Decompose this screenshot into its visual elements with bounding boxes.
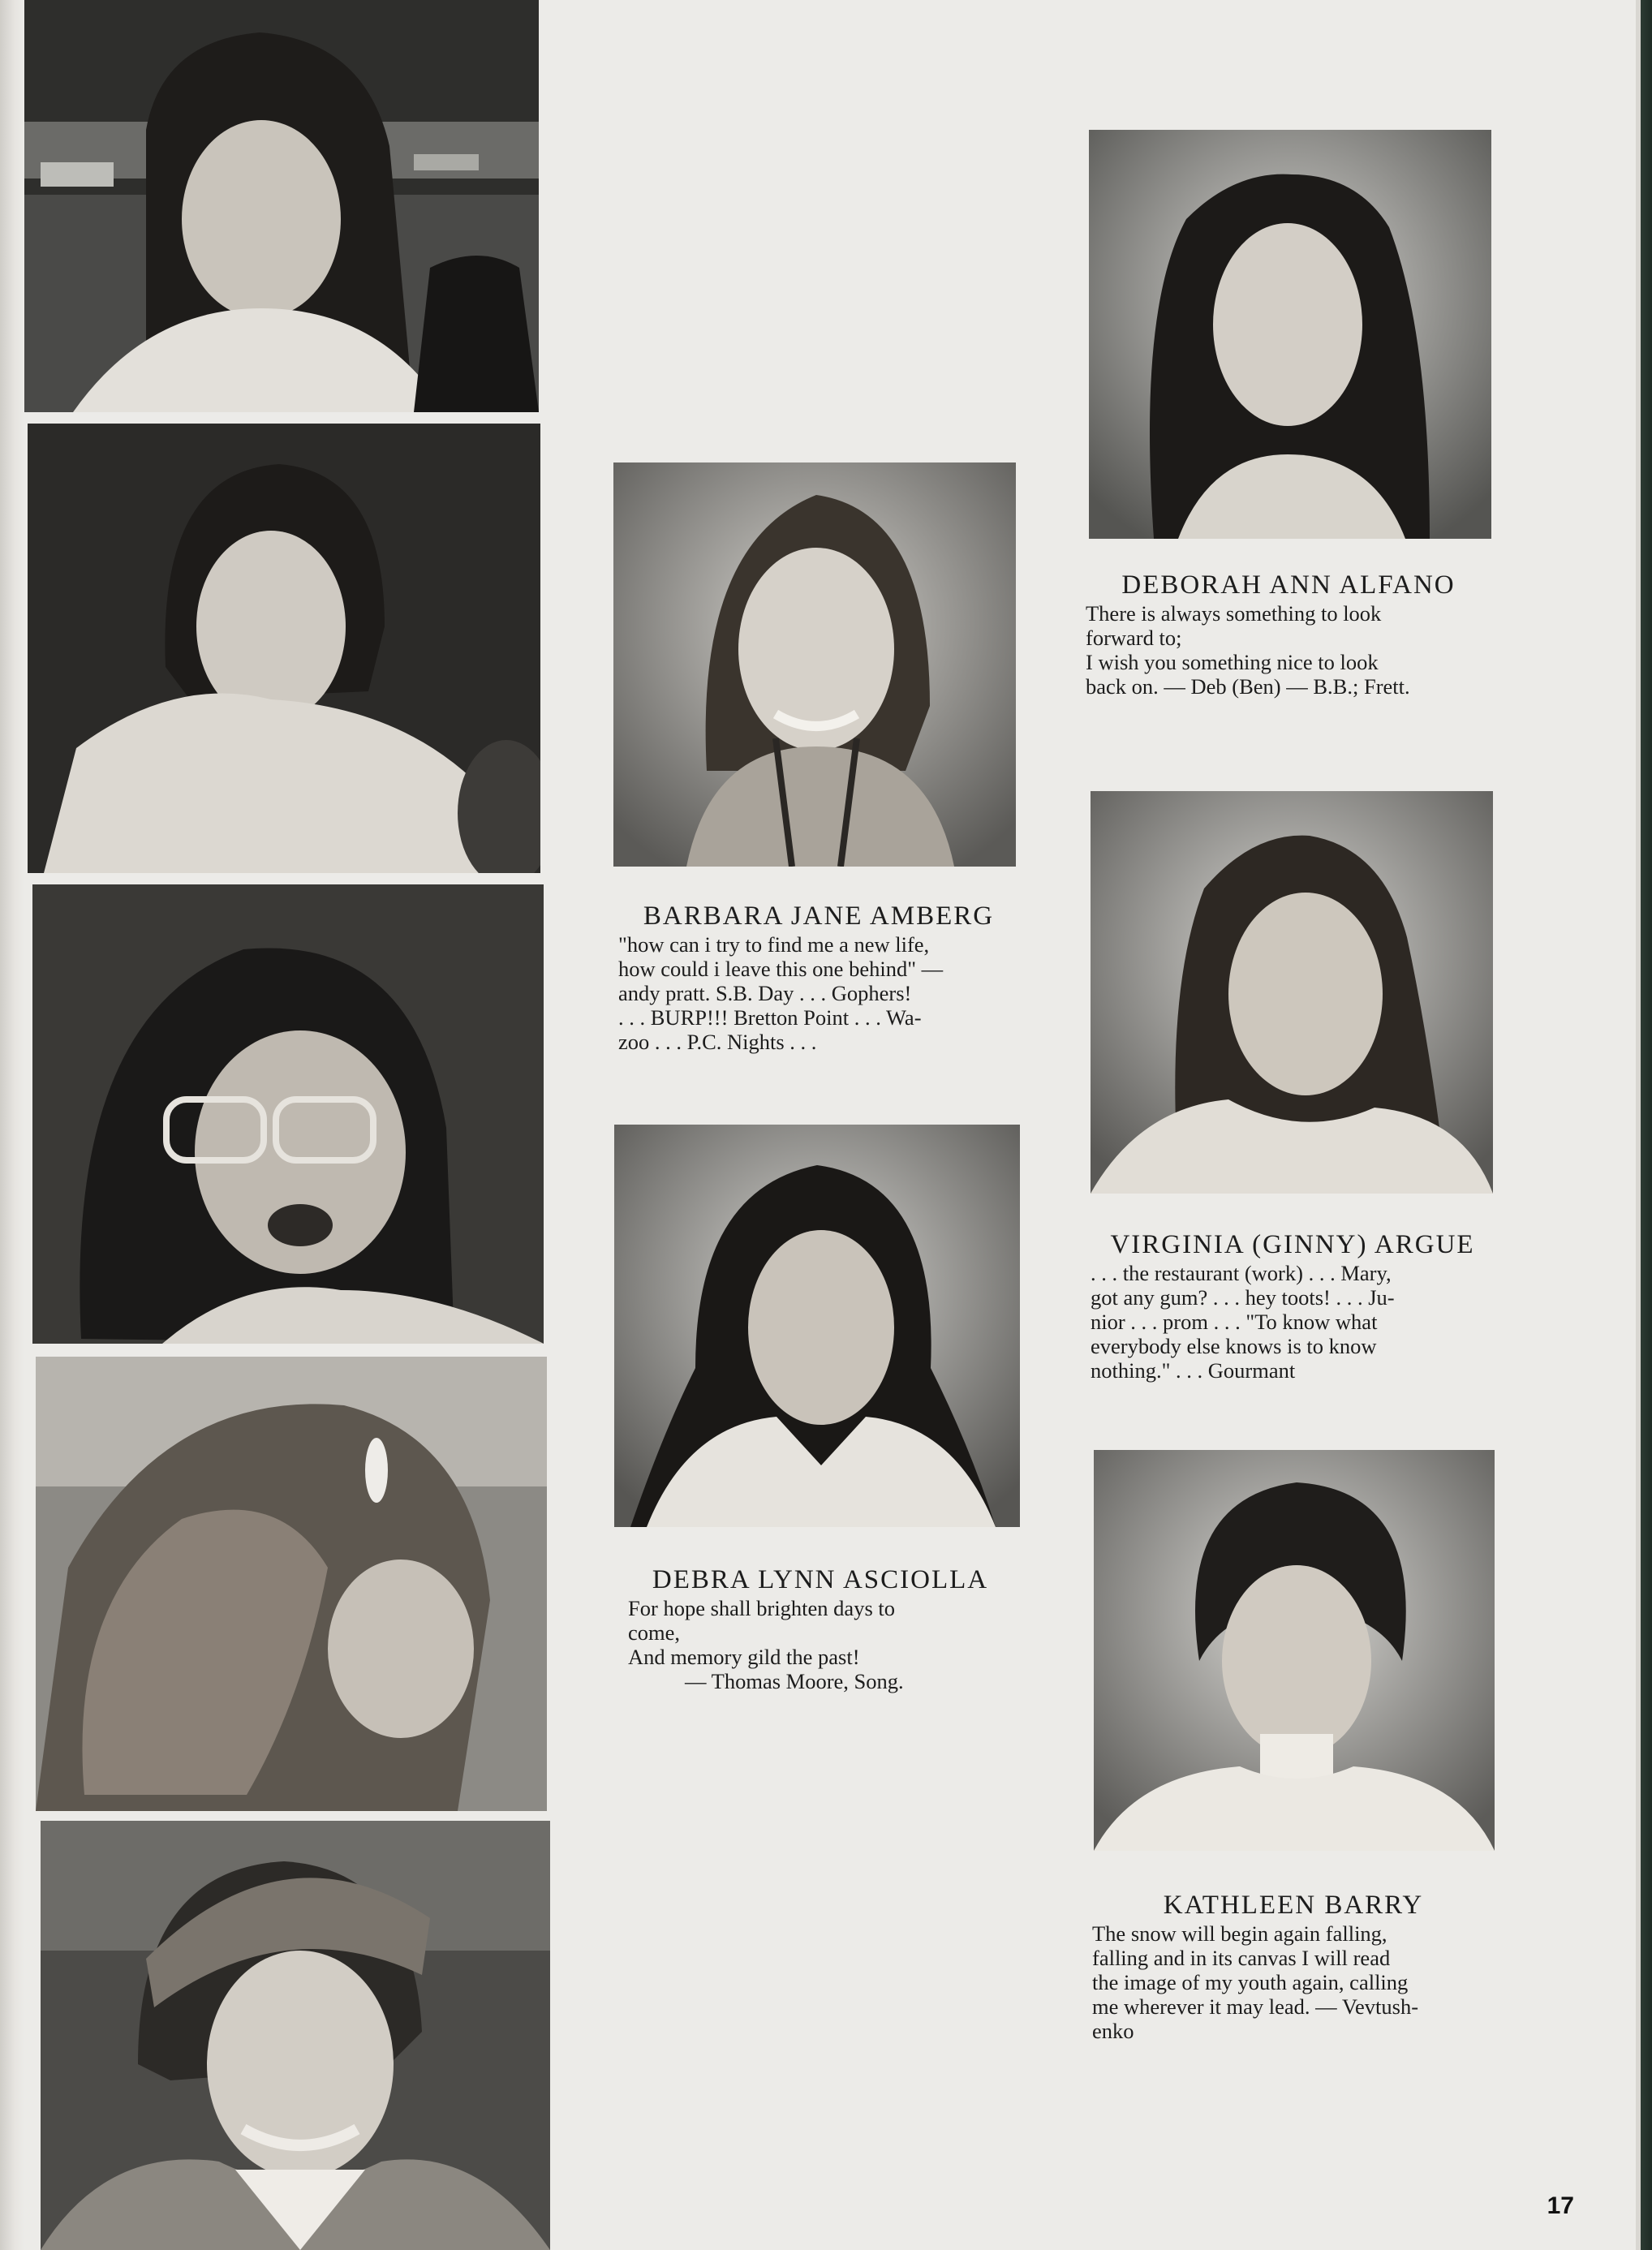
caption-line: got any gum? . . . hey toots! . . . Ju- — [1091, 1285, 1395, 1310]
caption-debra-asciolla — [628, 1565, 1013, 1693]
student-name: VIRGINIA (GINNY) ARGUE — [1110, 1230, 1475, 1259]
student-name: DEBORAH ANN ALFANO — [1121, 570, 1456, 600]
caption-line: me wherever it may lead. — Vevtush- — [1092, 1994, 1419, 2019]
caption-line: . . . BURP!!! Bretton Point . . . Wa- — [618, 1005, 922, 1030]
candid-photo-2 — [28, 424, 540, 873]
caption-line: And memory gild the past! — [628, 1645, 860, 1669]
caption-line: everybody else knows is to know — [1091, 1334, 1377, 1358]
caption-deborah-alfano — [1086, 570, 1491, 699]
candid-photo-5 — [41, 1821, 550, 2250]
caption-line: . . . the restaurant (work) . . . Mary, — [1091, 1261, 1392, 1285]
caption-line: falling and in its canvas I will read — [1092, 1946, 1391, 1970]
student-name: BARBARA JANE AMBERG — [643, 901, 995, 931]
caption-barbara-amberg — [618, 901, 1019, 1054]
caption-line: There is always something to look — [1086, 601, 1382, 626]
portrait-deborah-alfano — [1089, 130, 1491, 539]
caption-line: enko — [1092, 2019, 1134, 2043]
candid-photo-4 — [36, 1357, 547, 1811]
caption-line: "how can i try to find me a new life, — [618, 932, 930, 957]
caption-line: nothing." . . . Gourmant — [1091, 1358, 1296, 1383]
caption-line: how could i leave this one behind" — — [618, 957, 944, 981]
caption-line: The snow will begin again falling, — [1092, 1921, 1387, 1946]
caption-line: For hope shall brighten days to — [628, 1596, 895, 1620]
caption-kathleen-barry — [1092, 1891, 1495, 2043]
candid-photo-1 — [24, 0, 539, 412]
caption-line: — Thomas Moore, Song. — [685, 1669, 904, 1693]
student-name: DEBRA LYNN ASCIOLLA — [652, 1565, 989, 1594]
book-cover-edge — [1641, 0, 1652, 2250]
portrait-debra-asciolla — [614, 1125, 1020, 1527]
page-gutter — [0, 0, 24, 2250]
caption-line: nior . . . prom . . . "To know what — [1091, 1310, 1378, 1334]
caption-line: forward to; — [1086, 626, 1182, 650]
student-name: KATHLEEN BARRY — [1163, 1891, 1424, 1920]
page-number: 17 — [1547, 2192, 1574, 2219]
caption-line: back on. — Deb (Ben) — B.B.; Frett. — [1086, 674, 1410, 699]
caption-line: andy pratt. S.B. Day . . . Gophers! — [618, 981, 912, 1005]
caption-virginia-argue — [1091, 1230, 1495, 1383]
caption-line: come, — [628, 1620, 681, 1645]
caption-line: zoo . . . P.C. Nights . . . — [618, 1030, 817, 1054]
candid-photo-3 — [32, 884, 544, 1344]
caption-line: I wish you something nice to look — [1086, 650, 1379, 674]
portrait-barbara-amberg — [613, 462, 1016, 867]
caption-line: the image of my youth again, calling — [1092, 1970, 1409, 1994]
portrait-kathleen-barry — [1094, 1450, 1495, 1851]
portrait-virginia-argue — [1091, 791, 1493, 1194]
